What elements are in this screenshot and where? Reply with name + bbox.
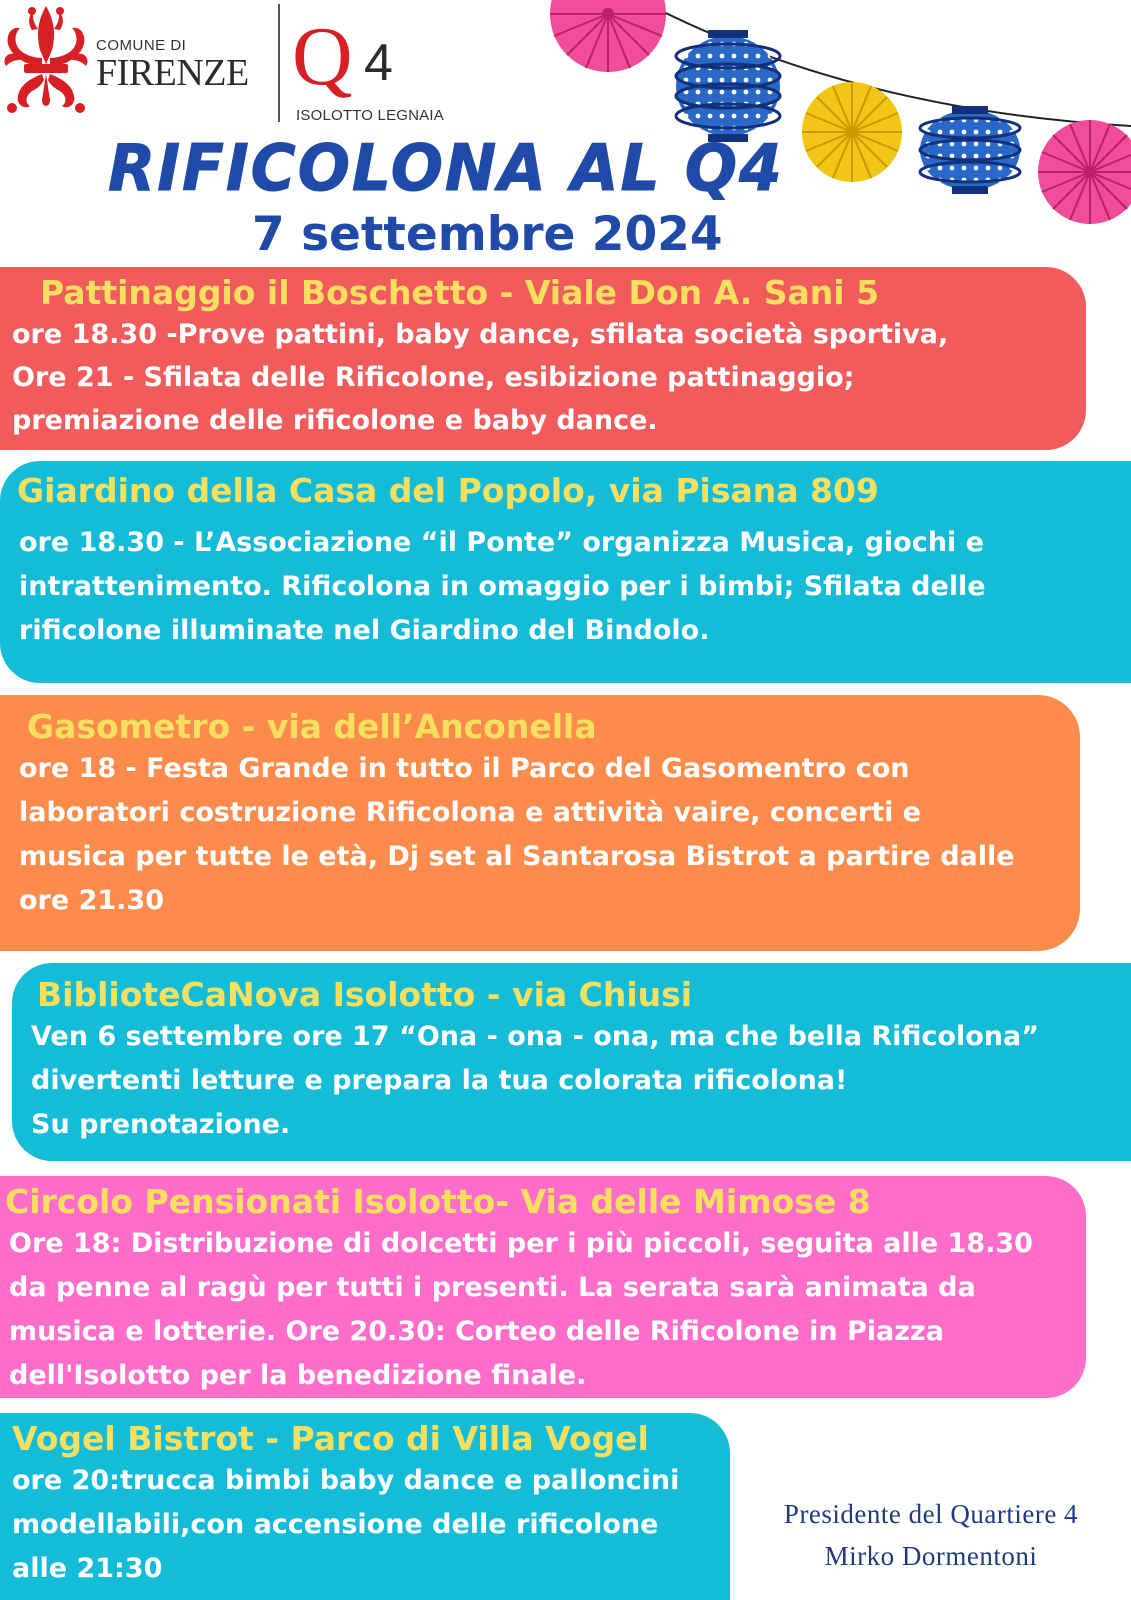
event-title: Vogel Bistrot - Parco di Villa Vogel	[12, 1419, 649, 1458]
event-title: BiblioteCaNova Isolotto - via Chiusi	[37, 975, 693, 1014]
event-line: dell'Isolotto per la benedizione finale.	[9, 1360, 587, 1391]
signature	[738, 1493, 1124, 1577]
event-line: ore 18.30 - L’Associazione “il Ponte” organizza Musica, giochi e	[19, 527, 984, 558]
florence-lily-icon	[2, 4, 90, 122]
event-line: ore 21.30	[19, 885, 164, 916]
event-card-vogel-bistrot	[0, 1413, 730, 1600]
q4-logo-icon	[292, 18, 412, 98]
event-card-gasometro	[0, 695, 1080, 951]
event-line: ore 18 - Festa Grande in tutto il Parco del Gasomentro con	[19, 753, 910, 784]
event-date: 7 settembre 2024	[252, 207, 723, 262]
event-title: Circolo Pensionati Isolotto- Via delle Mimose 8	[5, 1182, 871, 1221]
event-line: alle 21:30	[12, 1553, 163, 1584]
event-line: rificolone illuminate nel Giardino del Bindolo.	[19, 615, 710, 646]
event-line: ore 18.30 -Prove pattini, baby dance, sfilata società sportiva,	[12, 319, 949, 350]
comune-logo-text	[96, 38, 249, 93]
event-line: modellabili,con accensione delle rificolone	[12, 1509, 659, 1540]
comune-big-label: FIRENZE	[96, 52, 249, 94]
event-card-casa-del-popolo	[0, 461, 1131, 683]
q4-letter: Q	[292, 18, 353, 98]
event-title: Giardino della Casa del Popolo, via Pisana 809	[17, 471, 879, 510]
event-line: Ore 18: Distribuzione di dolcetti per i più piccoli, seguita alle 18.30	[9, 1228, 1033, 1259]
event-line: Ven 6 settembre ore 17 “Ona - ona - ona, ma che bella Rificolona”	[31, 1021, 1039, 1052]
event-line: musica e lotterie. Ore 20.30: Corteo delle Rificolone in Piazza	[9, 1316, 944, 1347]
event-title: Gasometro - via dell’Anconella	[27, 707, 597, 746]
q4-number: 4	[364, 34, 393, 92]
logo-divider	[278, 4, 280, 122]
comune-small-label: COMUNE DI	[96, 37, 187, 54]
event-card-pattinaggio	[0, 267, 1086, 450]
signature-role: Presidente del Quartiere 4	[783, 1499, 1079, 1529]
event-line: premiazione delle rificolone e baby dance.	[12, 405, 658, 436]
event-line: ore 20:trucca bimbi baby dance e palloncini	[12, 1465, 680, 1496]
event-line: musica per tutte le età, Dj set al Santarosa Bistrot a partire dalle	[19, 841, 1015, 872]
q4-subtitle: ISOLOTTO LEGNAIA	[296, 107, 444, 124]
event-card-circolo-pensionati	[0, 1176, 1086, 1398]
event-line: Su prenotazione.	[31, 1109, 291, 1140]
event-line: da penne al ragù per tutti i presenti. La serata sarà animata da	[9, 1272, 976, 1303]
event-line: divertenti letture e prepara la tua colorata rificolona!	[31, 1065, 848, 1096]
event-line: intrattenimento. Rificolona in omaggio per i bimbi; Sfilata delle	[19, 571, 986, 602]
event-line: laboratori costruzione Rificolona e attività vaire, concerti e	[19, 797, 922, 828]
main-title: RIFICOLONA AL Q4	[108, 132, 784, 206]
signature-name: Mirko Dormentoni	[824, 1541, 1038, 1571]
event-card-biblioteca	[12, 963, 1131, 1161]
event-line: Ore 21 - Sfilata delle Rificolone, esibizione pattinaggio;	[12, 362, 855, 393]
event-title: Pattinaggio il Boschetto - Viale Don A. Sani 5	[40, 273, 880, 312]
